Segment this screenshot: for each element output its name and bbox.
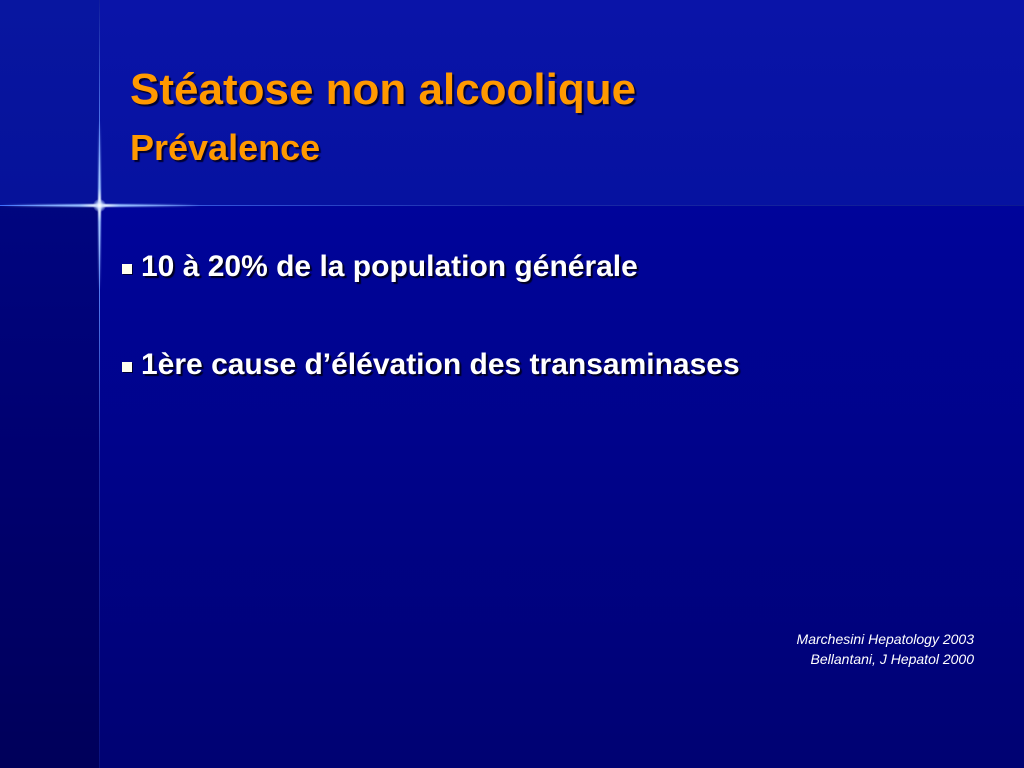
bullet-item xyxy=(122,246,740,288)
bullet-text: 10 à 20% de la population générale xyxy=(141,250,638,283)
sparkle-star-icon xyxy=(93,199,106,212)
bullet-list xyxy=(122,246,740,442)
square-bullet-icon xyxy=(122,264,132,274)
vertical-divider xyxy=(99,0,100,768)
left-header-band xyxy=(0,0,100,205)
slide-title: Stéatose non alcoolique xyxy=(130,65,637,114)
reference-line: Marchesini Hepatology 2003 xyxy=(796,631,974,647)
bullet-text: 1ère cause d’élévation des transaminases xyxy=(141,348,740,381)
slide-subtitle: Prévalence xyxy=(130,127,321,168)
references xyxy=(797,629,974,669)
reference-line: Bellantani, J Hepatol 2000 xyxy=(810,651,974,667)
bullet-item xyxy=(122,344,740,386)
square-bullet-icon xyxy=(122,362,132,372)
